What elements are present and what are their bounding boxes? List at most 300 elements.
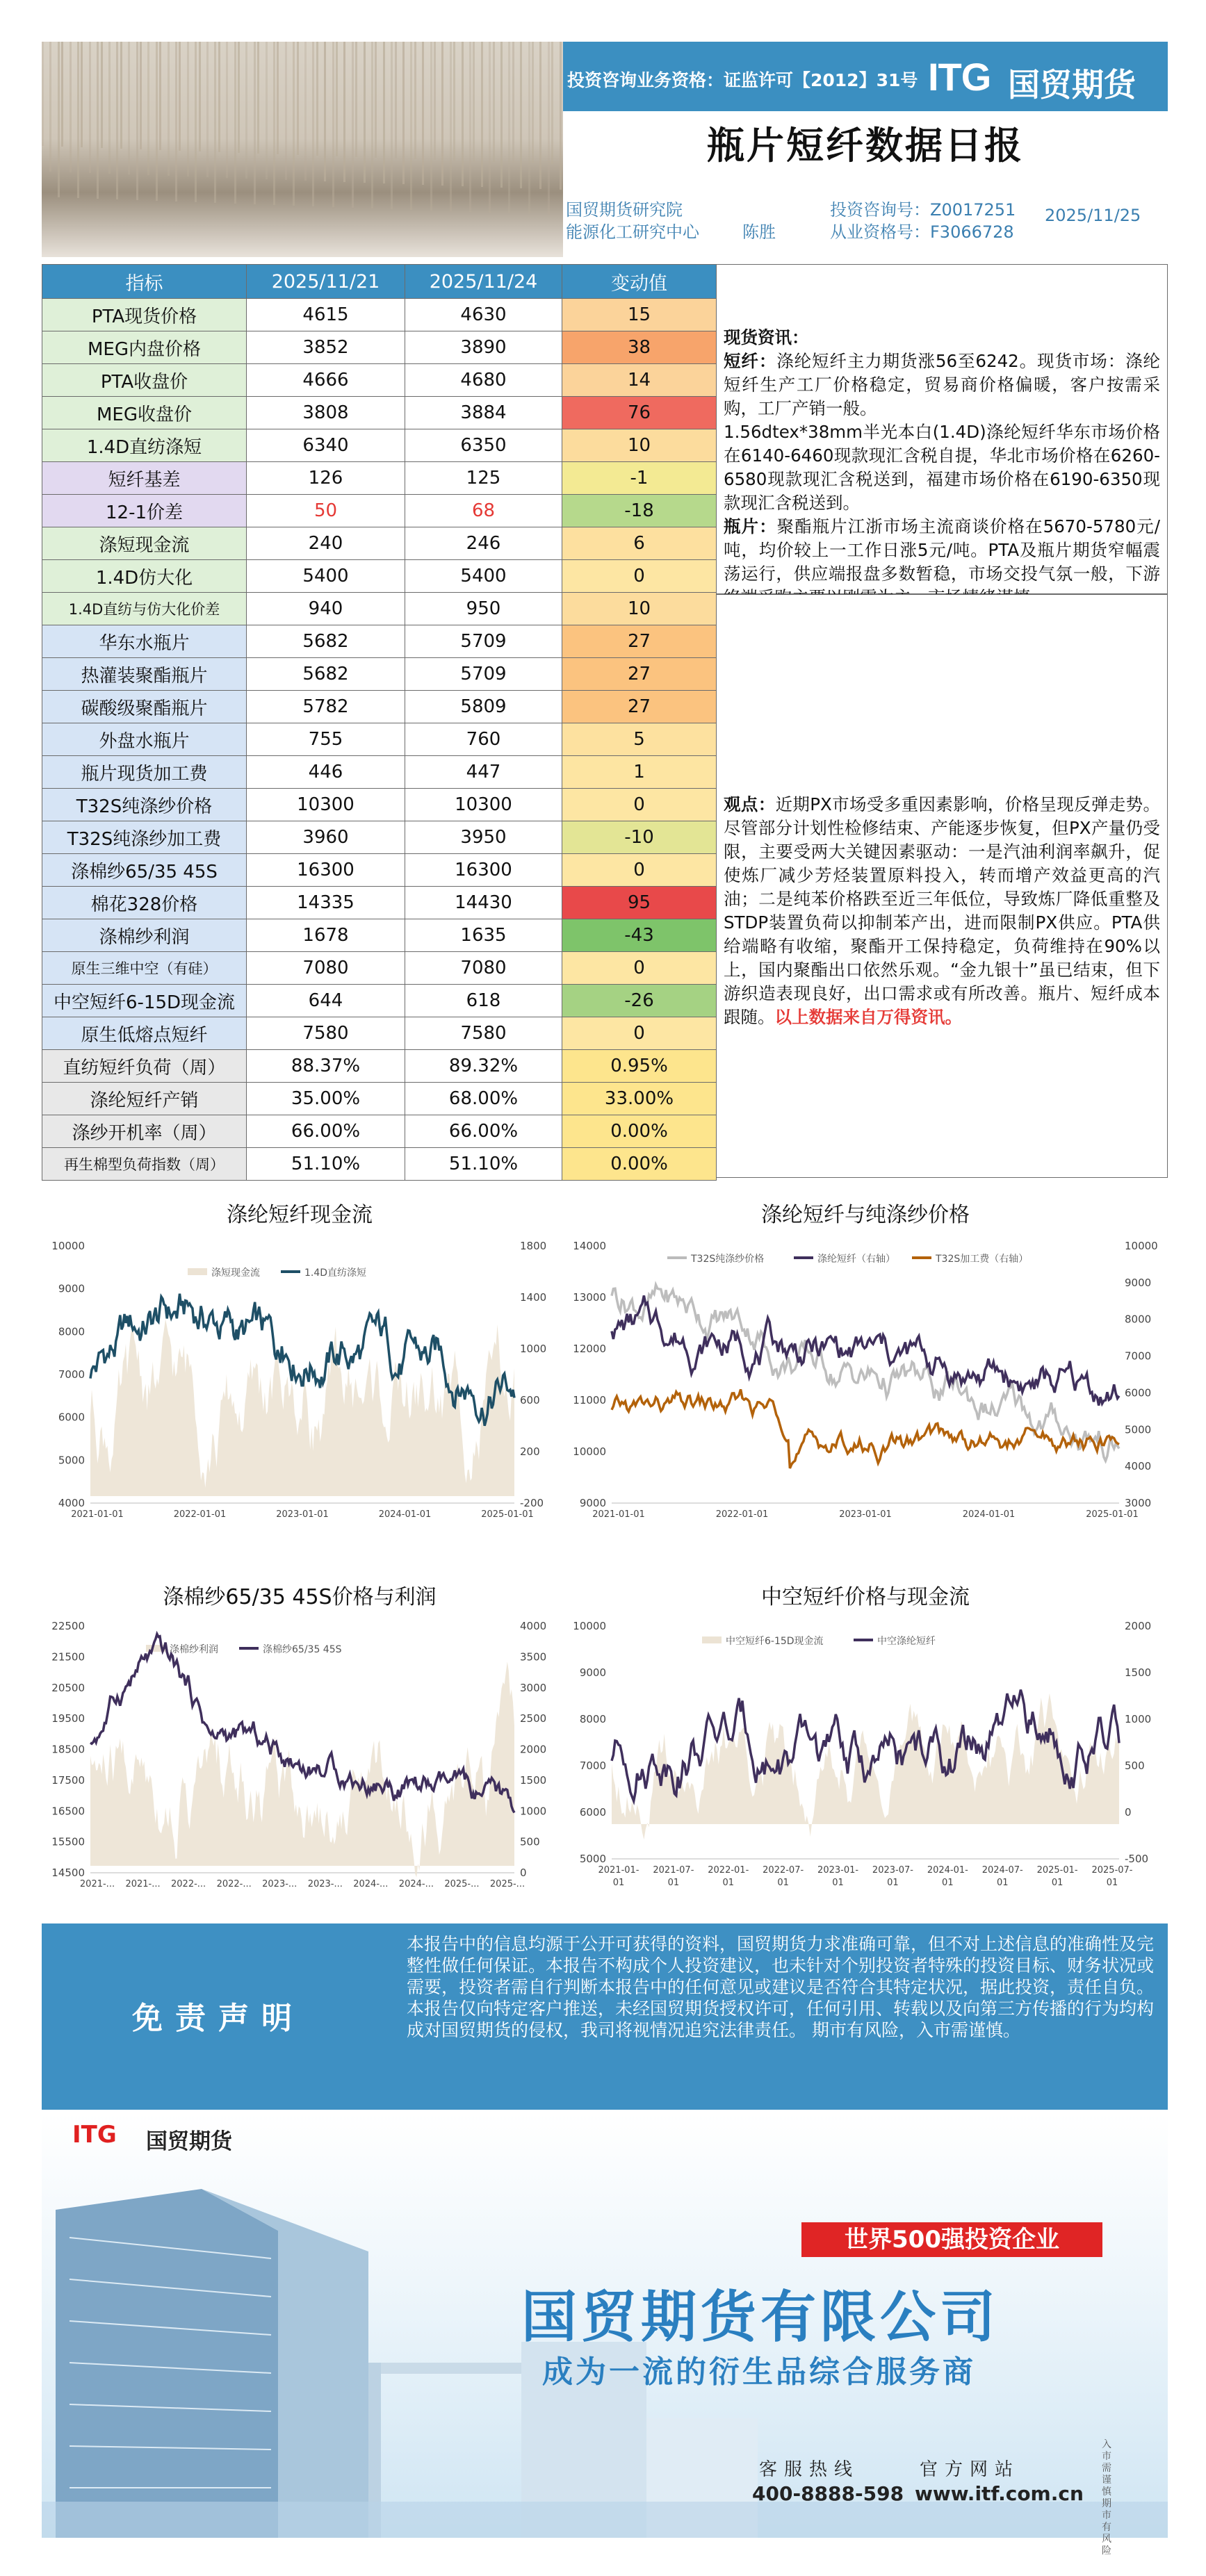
change-value: 10 — [562, 429, 717, 462]
fiber-strand — [312, 42, 314, 206]
change-value: 0 — [562, 952, 717, 985]
x-tick: 2025-01-01 — [1086, 1509, 1139, 1520]
fiber-strand — [383, 42, 385, 183]
value-date-2: 89.32% — [405, 1050, 562, 1083]
fiber-strand — [42, 42, 44, 146]
y-tick-right: 600 — [520, 1394, 540, 1406]
y-tick-left: 10000 — [573, 1445, 606, 1458]
row-label: 外盘水瓶片 — [42, 723, 247, 756]
fiber-strand — [422, 42, 424, 185]
change-value: -1 — [562, 462, 717, 495]
fiber-strand — [316, 42, 318, 156]
value-date-1: 10300 — [247, 789, 405, 821]
y-tick-left: 10000 — [51, 1240, 85, 1252]
short-text-2: 1.56dtex*38mm半光本白(1.4D)涤纶短纤华东市场价格在6140-6460现款现汇含税自提，华北市场价格在6260-6580现款现汇含税送到，福建市场价格在6190-6350现款现汇含税送到。 — [724, 422, 1160, 513]
y-tick-right: 1400 — [520, 1291, 547, 1304]
fiber-strand — [434, 42, 436, 160]
y-tick-right: -200 — [520, 1497, 544, 1509]
fiber-strand — [61, 42, 63, 147]
value-date-1: 1678 — [247, 919, 405, 952]
y-tick-right: 500 — [1125, 1759, 1145, 1772]
value-date-2: 51.10% — [405, 1148, 562, 1181]
y-tick-right: 2500 — [520, 1712, 547, 1725]
fiber-strand — [508, 42, 510, 213]
view-label: 观点： — [724, 794, 776, 814]
fortune500-badge: 世界500强投资企业 — [801, 2222, 1102, 2257]
fiber-strand — [101, 42, 103, 148]
fiber-strand — [391, 42, 393, 209]
change-value: 0 — [562, 560, 717, 593]
x-tick: 2022-... — [216, 1879, 252, 1889]
risk-note: 入市需谨慎期市有风险 — [1102, 2439, 1111, 2557]
fiber-strand — [168, 42, 170, 176]
value-date-1: 5782 — [247, 691, 405, 723]
consult-no: 投资咨询号：Z0017251 — [830, 200, 1016, 220]
fiber-strand — [159, 42, 161, 150]
row-label: T32S纯涤纱加工费 — [42, 821, 247, 854]
y-tick-left: 8000 — [579, 1713, 606, 1725]
col-date-2: 2025/11/24 — [405, 265, 562, 299]
value-date-2: 3950 — [405, 821, 562, 854]
y-tick-right: 1500 — [1125, 1666, 1152, 1679]
fiber-strand — [352, 42, 354, 208]
chart-title: 中空短纤价格与现金流 — [761, 1585, 970, 1609]
row-label: 1.4D直纺与仿大化价差 — [42, 593, 247, 625]
disclaimer-label: 免责声明 — [132, 2001, 304, 2036]
legend-label: T32S纯涤纱价格 — [691, 1254, 765, 1265]
value-date-2: 68.00% — [405, 1083, 562, 1115]
legend-label: 涤棉纱利润 — [170, 1644, 218, 1655]
change-value: 0 — [562, 1017, 717, 1050]
legend-label: 涤短现金流 — [211, 1268, 260, 1279]
fiber-strand — [481, 42, 483, 187]
change-value: 76 — [562, 397, 717, 429]
fiber-strand — [414, 42, 416, 159]
view-cell — [716, 594, 1168, 1178]
legend-label: T32S加工费（右轴） — [936, 1254, 1029, 1265]
table-row — [42, 299, 717, 331]
value-date-1: 51.10% — [247, 1148, 405, 1181]
x-tick: 2022-01- — [708, 1865, 749, 1876]
table-row — [42, 495, 717, 527]
table-header — [42, 265, 717, 299]
y-tick-right: 3000 — [1125, 1497, 1152, 1509]
value-date-2: 760 — [405, 723, 562, 756]
x-tick: 2024-07- — [981, 1865, 1023, 1876]
x-tick: 2025-07- — [1091, 1865, 1133, 1876]
y-tick-left: 6000 — [579, 1806, 606, 1819]
x-tick: 2024-... — [353, 1879, 389, 1889]
y-tick-right: 500 — [520, 1835, 540, 1848]
y-tick-left: 12000 — [573, 1343, 606, 1355]
y-tick-right: 2000 — [520, 1743, 547, 1756]
table-row — [42, 625, 717, 658]
table-row — [42, 364, 717, 397]
y-tick-left: 4000 — [58, 1497, 85, 1509]
y-tick-left: 19500 — [51, 1712, 85, 1725]
change-value: 6 — [562, 527, 717, 560]
bottle-label: 瓶片： — [724, 516, 777, 536]
table-row — [42, 887, 717, 919]
fiber-strand — [108, 42, 111, 174]
x-tick: 2024-... — [398, 1879, 434, 1889]
change-value: 5 — [562, 723, 717, 756]
change-value: -10 — [562, 821, 717, 854]
y-tick-right: 3000 — [520, 1681, 547, 1694]
row-label: MEG收盘价 — [42, 397, 247, 429]
value-date-2: 6350 — [405, 429, 562, 462]
fiber-strand — [560, 42, 562, 190]
value-date-1: 50 — [247, 495, 405, 527]
row-label: 直纺短纤负荷（周） — [42, 1050, 247, 1083]
row-label: 1.4D直纺涤短 — [42, 429, 247, 462]
fiber-strand — [128, 42, 130, 174]
x-tick-sub: 01 — [777, 1878, 789, 1888]
y-tick-right: 1000 — [1125, 1713, 1152, 1725]
data-table — [42, 264, 717, 1181]
fiber-strand — [375, 42, 377, 158]
fiber-strand — [441, 42, 443, 186]
fiber-strand — [532, 42, 534, 163]
x-tick: 2022-01-01 — [715, 1509, 769, 1520]
value-date-1: 4615 — [247, 299, 405, 331]
change-value: 15 — [562, 299, 717, 331]
change-value: 14 — [562, 364, 717, 397]
y-tick-right: 8000 — [1125, 1313, 1152, 1326]
fiber-strand — [116, 42, 118, 199]
y-tick-left: 8000 — [58, 1325, 85, 1338]
table-row — [42, 331, 717, 364]
institute: 国贸期货研究院 — [566, 200, 683, 220]
row-label: T32S纯涤纱价格 — [42, 789, 247, 821]
change-value: 0.95% — [562, 1050, 717, 1083]
x-tick: 2023-01- — [817, 1865, 859, 1876]
value-date-2: 5809 — [405, 691, 562, 723]
header-fiber-image — [42, 42, 563, 257]
fiber-strand — [500, 42, 503, 188]
y-tick-left: 20500 — [51, 1681, 85, 1694]
table-row — [42, 691, 717, 723]
x-tick: 2025-01-01 — [481, 1509, 534, 1520]
table-row — [42, 821, 717, 854]
page-title: 瓶片短纤数据日报 — [707, 124, 1024, 167]
y-tick-right: 2000 — [1125, 1620, 1152, 1632]
website-label: 官方网站 — [920, 2459, 1020, 2480]
legend-label: 中空短纤6-15D现金流 — [726, 1636, 824, 1647]
x-tick: 2024-01-01 — [962, 1509, 1016, 1520]
y-tick-right: 7000 — [1125, 1349, 1152, 1363]
value-date-2: 5400 — [405, 560, 562, 593]
fiber-strand — [539, 42, 541, 189]
x-tick: 2024-01-01 — [378, 1509, 432, 1520]
fiber-strand — [493, 42, 495, 162]
fiber-strand — [551, 42, 553, 164]
disclaimer-text: 本报告中的信息均源于公开可获得的资料，国贸期货力求准确可靠，但不对上述信息的准确性及完整性做任何保证。本报告不构成个人投资建议，也未针对个别投资者特殊的投资目标、财务状况或需要，投资者需自行判断本报告中的任何意见或建议是否符合其特定状况，据此投资，责任自负。本报告仅向特定客户推送，未经国贸期货授权许可，任何引用、转载以及向第三方传播的行为均构成对国贸期货的侵权，我司将视情况追究法律责任。 期市有风险，入市需谨慎。 — [407, 1934, 1155, 2040]
chart-canvas — [42, 1567, 557, 1914]
row-label: 再生棉型负荷指数（周） — [42, 1148, 247, 1181]
change-value: 38 — [562, 331, 717, 364]
x-tick: 2023-... — [307, 1879, 343, 1889]
value-date-2: 7080 — [405, 952, 562, 985]
table-row — [42, 1148, 717, 1181]
value-date-1: 3852 — [247, 331, 405, 364]
table-row — [42, 429, 717, 462]
value-date-2: 10300 — [405, 789, 562, 821]
ad-itg-logo: ITG — [72, 2121, 117, 2149]
x-tick: 2021-01-01 — [71, 1509, 124, 1520]
fiber-strand — [214, 42, 216, 203]
fiber-strand — [430, 42, 432, 211]
table-row — [42, 985, 717, 1017]
x-tick: 2022-07- — [763, 1865, 804, 1876]
short-label: 短纤： — [724, 351, 777, 371]
fiber-strand — [89, 42, 91, 173]
chart-title: 涤纶短纤与纯涤纱价格 — [761, 1203, 970, 1227]
row-label: 华东水瓶片 — [42, 625, 247, 658]
value-date-2: 3884 — [405, 397, 562, 429]
y-tick-right: 3500 — [520, 1650, 547, 1664]
ad-company-logo: 国贸期货 — [146, 2129, 232, 2154]
fiber-strand — [257, 42, 259, 154]
table-row — [42, 789, 717, 821]
value-date-1: 14335 — [247, 887, 405, 919]
y-tick-left: 11000 — [573, 1394, 606, 1406]
row-label: PTA收盘价 — [42, 364, 247, 397]
x-tick: 2021-07- — [653, 1865, 694, 1876]
fiber-strand — [371, 42, 373, 208]
x-tick-sub: 01 — [832, 1878, 844, 1888]
y-tick-left: 17500 — [51, 1773, 85, 1787]
y-tick-left: 18500 — [51, 1743, 85, 1756]
change-value: -43 — [562, 919, 717, 952]
table-row — [42, 1050, 717, 1083]
chart-canvas — [42, 1185, 557, 1553]
y-tick-left: 14500 — [51, 1867, 85, 1879]
value-date-2: 5709 — [405, 658, 562, 691]
row-label: PTA现货价格 — [42, 299, 247, 331]
fiber-strand — [332, 42, 334, 207]
table-row — [42, 527, 717, 560]
fiber-strand — [453, 42, 455, 161]
table-row — [42, 560, 717, 593]
x-tick: 2023-... — [262, 1879, 298, 1889]
fiber-strand — [120, 42, 122, 149]
value-date-1: 88.37% — [247, 1050, 405, 1083]
fiber-strand — [195, 42, 197, 202]
itg-logo: ITG — [928, 55, 991, 99]
fiber-strand — [355, 42, 357, 157]
x-tick: 2021-... — [125, 1879, 161, 1889]
y-tick-right: 0 — [520, 1867, 527, 1879]
x-tick: 2025-... — [489, 1879, 525, 1889]
fiber-strand — [156, 42, 158, 201]
change-value: 33.00% — [562, 1083, 717, 1115]
y-tick-left: 7000 — [579, 1759, 606, 1772]
chart-staple-yarn-price — [563, 1185, 1168, 1553]
legend-label: 涤棉纱65/35 45S — [263, 1644, 342, 1655]
practice-no: 从业资格号：F3066728 — [830, 222, 1014, 242]
y-tick-right: 4000 — [1125, 1460, 1152, 1473]
y-tick-left: 16500 — [51, 1805, 85, 1818]
fiber-strand — [147, 42, 149, 175]
fiber-strand — [469, 42, 471, 212]
x-tick: 2025-... — [444, 1879, 480, 1889]
fiber-strand — [285, 42, 287, 180]
value-date-1: 4666 — [247, 364, 405, 397]
y-tick-left: 22500 — [51, 1620, 85, 1632]
table-row — [42, 658, 717, 691]
fiber-strand — [140, 42, 142, 149]
row-label: 原生低熔点短纤 — [42, 1017, 247, 1050]
value-date-2: 16300 — [405, 854, 562, 887]
row-label: 涤棉纱利润 — [42, 919, 247, 952]
y-tick-right: 9000 — [1125, 1276, 1152, 1289]
license-text: 投资咨询业务资格：证监许可【2012】31号 — [567, 70, 918, 90]
y-tick-left: 7000 — [58, 1368, 85, 1381]
x-tick: 2025-01- — [1036, 1865, 1078, 1876]
short-text: 涤纶短纤主力期货涨56至6242。现货市场：涤纶短纤生产工厂价格稳定，贸易商价格偏暖，客户按需采购，工厂产销一般。 — [724, 351, 1161, 418]
table-row — [42, 723, 717, 756]
value-date-1: 5682 — [247, 625, 405, 658]
y-tick-left: 5000 — [579, 1853, 606, 1865]
row-label: 涤纶短纤产销 — [42, 1083, 247, 1115]
change-value: -26 — [562, 985, 717, 1017]
table-row — [42, 952, 717, 985]
y-tick-left: 9000 — [58, 1282, 85, 1295]
y-tick-left: 5000 — [58, 1454, 85, 1467]
x-tick: 2023-07- — [872, 1865, 913, 1876]
change-value: 10 — [562, 593, 717, 625]
x-tick-sub: 01 — [612, 1878, 625, 1888]
fiber-strand — [49, 42, 51, 172]
value-date-2: 1635 — [405, 919, 562, 952]
x-tick-sub: 01 — [667, 1878, 680, 1888]
y-tick-left: 10000 — [573, 1620, 606, 1632]
x-tick: 2022-01-01 — [173, 1509, 227, 1520]
x-tick-sub: 01 — [1106, 1878, 1118, 1888]
fiber-strand — [136, 42, 138, 200]
y-tick-left: 6000 — [58, 1411, 85, 1424]
header-bar — [563, 42, 1168, 111]
footer-ad — [42, 2113, 1168, 2557]
value-date-2: 3890 — [405, 331, 562, 364]
x-tick: 2022-... — [171, 1879, 206, 1889]
value-date-1: 5400 — [247, 560, 405, 593]
table-row — [42, 1115, 717, 1148]
fiber-strand — [489, 42, 491, 213]
fiber-strand — [450, 42, 452, 211]
col-change: 变动值 — [562, 265, 717, 299]
fiber-strand — [277, 42, 279, 154]
change-value: 1 — [562, 756, 717, 789]
value-date-2: 125 — [405, 462, 562, 495]
value-date-1: 3808 — [247, 397, 405, 429]
news-title: 现货资讯： — [724, 327, 809, 347]
y-tick-right: 4000 — [520, 1620, 547, 1632]
fiber-strand — [364, 42, 366, 183]
table-row — [42, 593, 717, 625]
fiber-strand — [226, 42, 228, 178]
chart-staple-cashflow — [42, 1185, 557, 1553]
change-value: 0 — [562, 854, 717, 887]
value-date-1: 5682 — [247, 658, 405, 691]
row-label: 涤棉纱65/35 45S — [42, 854, 247, 887]
hotline-number: 400-8888-598 — [752, 2482, 904, 2505]
y-tick-right: 1000 — [520, 1805, 547, 1818]
change-value: 27 — [562, 691, 717, 723]
chart-title: 涤棉纱65/35 45S价格与利润 — [163, 1585, 437, 1609]
legend-swatch — [702, 1636, 722, 1643]
legend-swatch — [188, 1268, 207, 1275]
y-tick-right: 1500 — [520, 1773, 547, 1787]
fiber-strand — [343, 42, 345, 182]
row-label: 碳酸级聚酯瓶片 — [42, 691, 247, 723]
fiber-strand — [528, 42, 530, 214]
col-indicator: 指标 — [42, 265, 247, 299]
fiber-strand — [70, 42, 72, 172]
value-date-2: 4680 — [405, 364, 562, 397]
change-value: 27 — [562, 658, 717, 691]
value-date-2: 4630 — [405, 299, 562, 331]
col-date-1: 2025/11/21 — [247, 265, 405, 299]
fiber-strand — [179, 42, 181, 151]
change-value: -18 — [562, 495, 717, 527]
fiber-strand — [304, 42, 307, 181]
x-tick-sub: 01 — [887, 1878, 899, 1888]
fiber-strand — [520, 42, 522, 188]
data-source: 以上数据来自万得资讯。 — [774, 1007, 962, 1027]
row-label: 涤纱开机率（周） — [42, 1115, 247, 1148]
fiber-strand — [395, 42, 397, 158]
author-info — [563, 182, 1168, 257]
change-value: 95 — [562, 887, 717, 919]
fiber-strand — [462, 42, 464, 186]
x-tick: 2023-01-01 — [839, 1509, 892, 1520]
fiber-strand — [297, 42, 299, 155]
value-date-2: 447 — [405, 756, 562, 789]
value-date-1: 7580 — [247, 1017, 405, 1050]
x-tick-sub: 01 — [942, 1878, 954, 1888]
row-label: 瓶片现货加工费 — [42, 756, 247, 789]
table-row — [42, 397, 717, 429]
value-date-2: 5709 — [405, 625, 562, 658]
x-tick: 2024-01- — [927, 1865, 968, 1876]
value-date-1: 7080 — [247, 952, 405, 985]
center: 能源化工研究中心 — [566, 222, 699, 242]
cashflow-area — [90, 1319, 514, 1496]
change-value: 0.00% — [562, 1148, 717, 1181]
row-label: 热灌装聚酯瓶片 — [42, 658, 247, 691]
fiber-strand — [324, 42, 326, 181]
row-label: 原生三维中空（有硅） — [42, 952, 247, 985]
spot-news-cell — [716, 264, 1168, 594]
fiber-strand — [293, 42, 295, 206]
value-date-1: 755 — [247, 723, 405, 756]
fiber-strand — [402, 42, 405, 184]
fiber-strand — [199, 42, 201, 151]
fiber-strand — [81, 42, 83, 147]
chart-canvas — [563, 1185, 1168, 1553]
legend-label: 涤纶短纤（右轴） — [817, 1254, 895, 1265]
change-value: 27 — [562, 625, 717, 658]
y-tick-right: 10000 — [1125, 1240, 1158, 1252]
row-label: 棉花328价格 — [42, 887, 247, 919]
fiber-strand — [234, 42, 236, 204]
y-tick-left: 15500 — [51, 1835, 85, 1848]
value-date-1: 16300 — [247, 854, 405, 887]
x-tick: 2023-01-01 — [276, 1509, 329, 1520]
row-label: 短纤基差 — [42, 462, 247, 495]
